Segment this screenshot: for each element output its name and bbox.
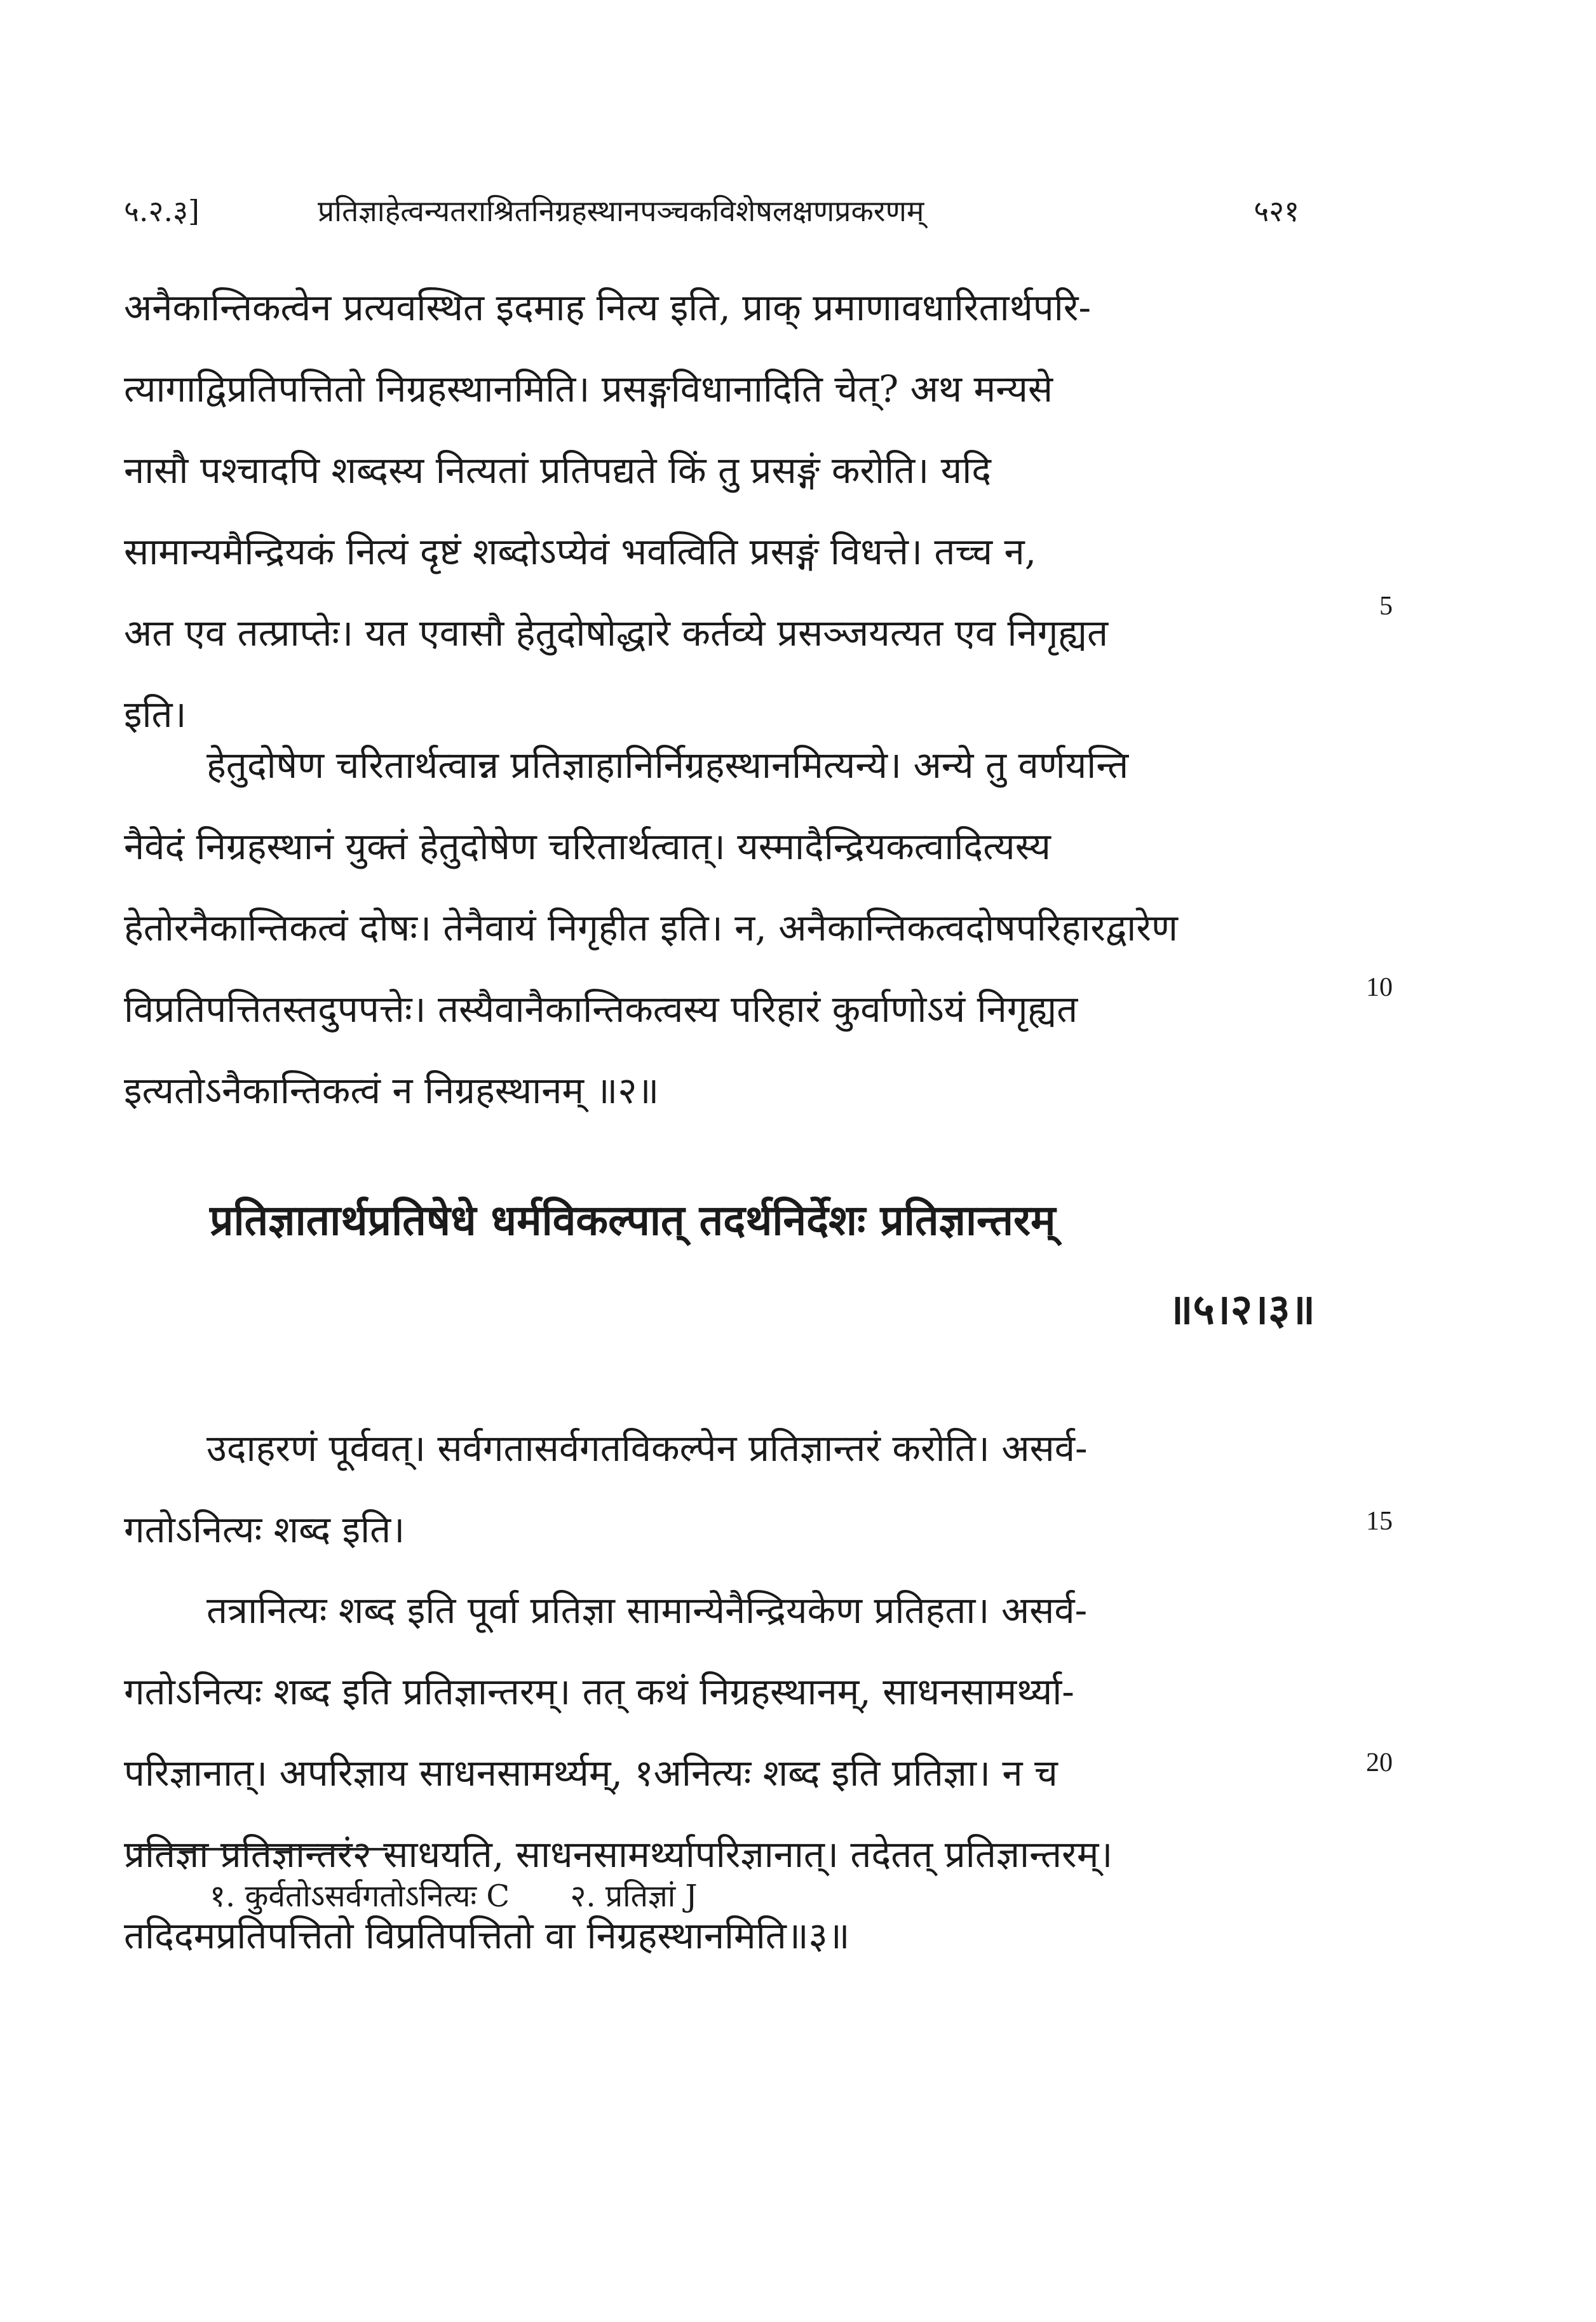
text-line: नासौ पश्चादपि शब्दस्य नित्यतां प्रतिपद्यते किं तु प्रसङ्गं करोति। यदि [124, 449, 992, 492]
text-line: उदाहरणं पूर्ववत्। सर्वगतासर्वगतविकल्पेन प्रतिज्ञान्तरं करोति। असर्व- [206, 1427, 1088, 1470]
line-number-10: 10 [1366, 973, 1393, 1002]
sutra-heading [210, 1176, 1315, 1354]
text-line: परिज्ञानात्। अपरिज्ञाय साधनसामर्थ्यम्, १अनित्यः शब्द इति प्रतिज्ञा। न च [124, 1751, 1058, 1795]
paragraph-3 [124, 1408, 1306, 1570]
text-line: गतोऽनित्यः शब्द इति। [124, 1508, 405, 1551]
text-line: प्रतिज्ञा प्रतिज्ञान्तरं२ साधयति, साधनसामर्थ्यापरिज्ञानात्। तदेतत् प्रतिज्ञान्तरम्। [124, 1833, 1113, 1876]
page-number: ५२१ [1254, 194, 1299, 228]
text-line: अत एव तत्प्राप्तेः। यत एवासौ हेतुदोषोद्धारे कर्तव्ये प्रसञ्जयत्यत एव निगृह्यत [124, 611, 1109, 655]
paragraph-1 [124, 267, 1306, 755]
footnote-2: २. प्रतिज्ञां J [570, 1878, 698, 1914]
line-number-5: 5 [1379, 592, 1393, 621]
text-line: तदिदमप्रतिपत्तितो विप्रतिपत्तितो वा निग्रहस्थानमिति॥३॥ [124, 1914, 850, 1957]
text-line: तत्रानित्यः शब्द इति पूर्वा प्रतिज्ञा सामान्येनैन्द्रियकेण प्रतिहता। असर्व- [206, 1589, 1088, 1632]
text-line: इति। [124, 693, 187, 736]
sutra-number: ॥५।२।३॥ [1167, 1284, 1315, 1334]
text-line: विप्रतिपत्तितस्तदुपपत्तेः। तस्यैवानैकान्तिकत्वस्य परिहारं कुर्वाणोऽयं निगृह्यत [124, 988, 1078, 1031]
text-line: सामान्यमैन्द्रियकं नित्यं दृष्टं शब्दोऽप्येवं भवत्विति प्रसङ्गं विधत्ते। तच्च न, [124, 530, 1037, 573]
section-number: ५.२.३] [124, 194, 200, 228]
footnote-divider [133, 1848, 388, 1850]
text-line: गतोऽनित्यः शब्द इति प्रतिज्ञान्तरम्। तत् कथं निग्रहस्थानम्, साधनसामर्थ्या- [124, 1670, 1074, 1713]
text-line: त्यागाद्विप्रतिपत्तितो निग्रहस्थानमिति। प्रसङ्गविधानादिति चेत्? अथ मन्यसे [124, 367, 1053, 411]
text-line: हेतुदोषेण चरितार्थत्वान्न प्रतिज्ञाहानिर्निग्रहस्थानमित्यन्ये। अन्ये तु वर्णयन्ति [206, 743, 1129, 787]
sutra-text: प्रतिज्ञातार्थप्रतिषेधे धर्मविकल्पात् तदर्थनिर्देशः प्रतिज्ञान्तरम् [210, 1195, 1056, 1245]
line-number-20: 20 [1366, 1748, 1393, 1777]
text-line: इत्यतोऽनैकान्तिकत्वं न निग्रहस्थानम् ॥२॥ [124, 1069, 659, 1112]
footnote-1: १. कुर्वतोऽसर्वगतोऽनित्यः C [210, 1878, 510, 1914]
text-line: नैवेदं निग्रहस्थानं युक्तं हेतुदोषेण चरितार्थत्वात्। यस्मादैन्द्रियकत्वादित्यस्य [124, 825, 1051, 868]
paragraph-2 [124, 724, 1306, 1131]
text-line: अनैकान्तिकत्वेन प्रत्यवस्थित इदमाह नित्य इति, प्राक् प्रमाणावधारितार्थपरि- [124, 286, 1092, 329]
text-line: हेतोरनैकान्तिकत्वं दोषः। तेनैवायं निगृहीत इति। न, अनैकान्तिकत्वदोषपरिहारद्वारेण [124, 906, 1178, 949]
running-head [124, 191, 1299, 241]
footnotes [210, 1875, 748, 1916]
chapter-title: प्रतिज्ञाहेत्वन्यतराश्रितनिग्रहस्थानपञ्चकविशेषलक्षणप्रकरणम् [318, 194, 924, 228]
line-number-15: 15 [1366, 1507, 1393, 1536]
